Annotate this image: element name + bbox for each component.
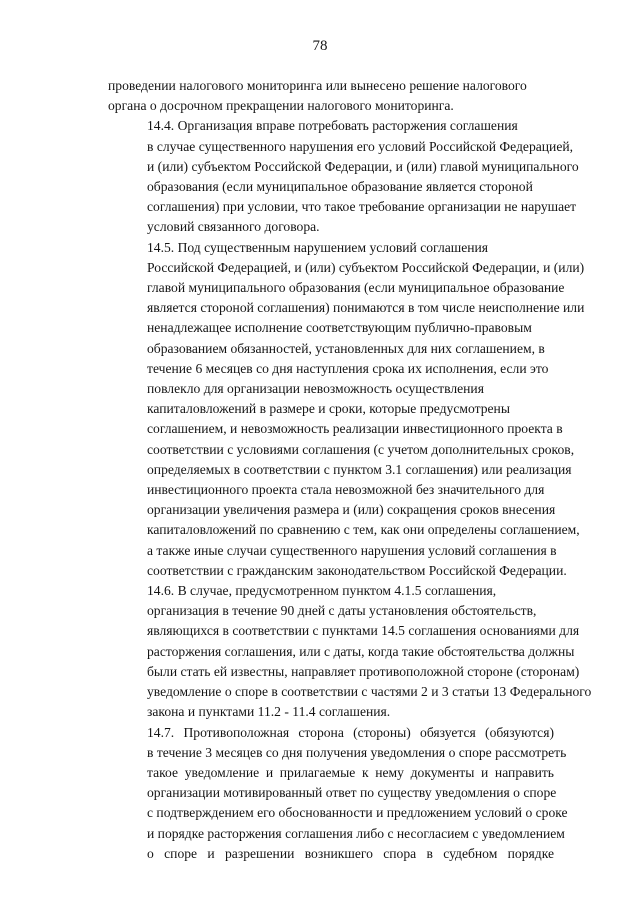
paragraph-14-7 [108, 723, 568, 864]
text-line: главой муниципального образования (если муниципальное образование [147, 280, 565, 296]
text-line: и порядке расторжения соглашения либо с несогласием с уведомлением [147, 825, 565, 841]
text-line: 14.5. Под существенным нарушением условий соглашения [147, 239, 489, 255]
paragraph-14-4 [108, 116, 579, 237]
text-line: в случае существенного нарушения его условий Российской Федерацией, [147, 138, 574, 154]
text-line: ненадлежащее исполнение соответствующим публично-правовым [147, 320, 532, 336]
text-line: 14.6. В случае, предусмотренном пунктом 4.1.5 соглашения, [147, 583, 497, 599]
text-line: органа о досрочном прекращении налогового мониторинга. [108, 98, 454, 114]
document-body [108, 76, 592, 864]
text-line: Российской Федерацией, и (или) субъектом Российской Федерации, и (или) [147, 259, 585, 275]
page-number: 78 [312, 38, 328, 54]
text-line: инвестиционного проекта стала невозможной без значительного для [147, 482, 545, 498]
text-line: проведении налогового мониторинга или вынесено решение налогового [108, 78, 527, 93]
paragraph-14-5 [108, 238, 585, 581]
text-line: повлекло для организации невозможность осуществления [147, 381, 484, 397]
text-line: в течение 3 месяцев со дня получения уведомления о споре рассмотреть [147, 744, 567, 760]
text-line: уведомление о споре в соответствии с частями 2 и 3 статьи 13 Федерального [147, 684, 592, 700]
text-line: с подтверждением его обоснованности и предложением условий о сроке [147, 805, 568, 821]
text-line: организация в течение 90 дней с даты установления обстоятельств, [147, 603, 537, 619]
text-line: условий связанного договора. [147, 219, 320, 235]
text-line: расторжения соглашения, или с даты, когда такие обстоятельства должны [147, 643, 575, 659]
text-line: определяемых в соответствии с пунктом 3.1 соглашения) или реализация [147, 461, 572, 477]
text-line: организации мотивированный ответ по существу уведомления о споре [147, 785, 557, 801]
paragraph-14-6 [108, 581, 592, 722]
text-line: соответствии с гражданским законодательством Российской Федерации. [147, 562, 567, 578]
text-line: является стороной соглашения) понимаются в том числе неисполнение или [147, 300, 585, 316]
text-line: являющихся в соответствии с пунктами 14.5 соглашения основаниями для [147, 623, 580, 639]
text-line: 14.7. Противоположная сторона (стороны) обязуется (обязуются) [147, 724, 554, 740]
text-line: капиталовложений по сравнению с тем, как они определены соглашением, [147, 522, 580, 538]
text-line: а также иные случаи существенного нарушения условий соглашения в [147, 542, 557, 558]
text-line: 14.4. Организация вправе потребовать расторжения соглашения [147, 118, 518, 134]
text-line: образования (если муниципальное образование является стороной [147, 179, 533, 195]
paragraph-continuation [108, 76, 554, 116]
text-line: такое уведомление и прилагаемые к нему документы и направить [147, 764, 554, 780]
text-line: и (или) субъектом Российской Федерации, и (или) главой муниципального [147, 158, 579, 174]
text-line: образованием обязанностей, установленных для них соглашением, в [147, 340, 545, 356]
text-line: соглашением, и невозможность реализации инвестиционного проекта в [147, 421, 563, 437]
text-line: организации увеличения размера и (или) сокращения сроков внесения [147, 502, 556, 518]
text-line: соответствии с условиями соглашения (с учетом дополнительных сроков, [147, 441, 575, 457]
text-line: капиталовложений в размере и сроки, которые предусмотрены [147, 401, 510, 417]
text-line: соглашения) при условии, что такое требование организации не нарушает [147, 199, 577, 215]
text-line: о споре и разрешении возникшего спора в судебном порядке [147, 845, 554, 861]
text-line: закона и пунктами 11.2 - 11.4 соглашения. [147, 704, 391, 720]
text-line: были стать ей известны, направляет противоположной стороне (сторонам) [147, 663, 580, 679]
text-line: течение 6 месяцев со дня наступления срока их исполнения, если это [147, 360, 549, 376]
